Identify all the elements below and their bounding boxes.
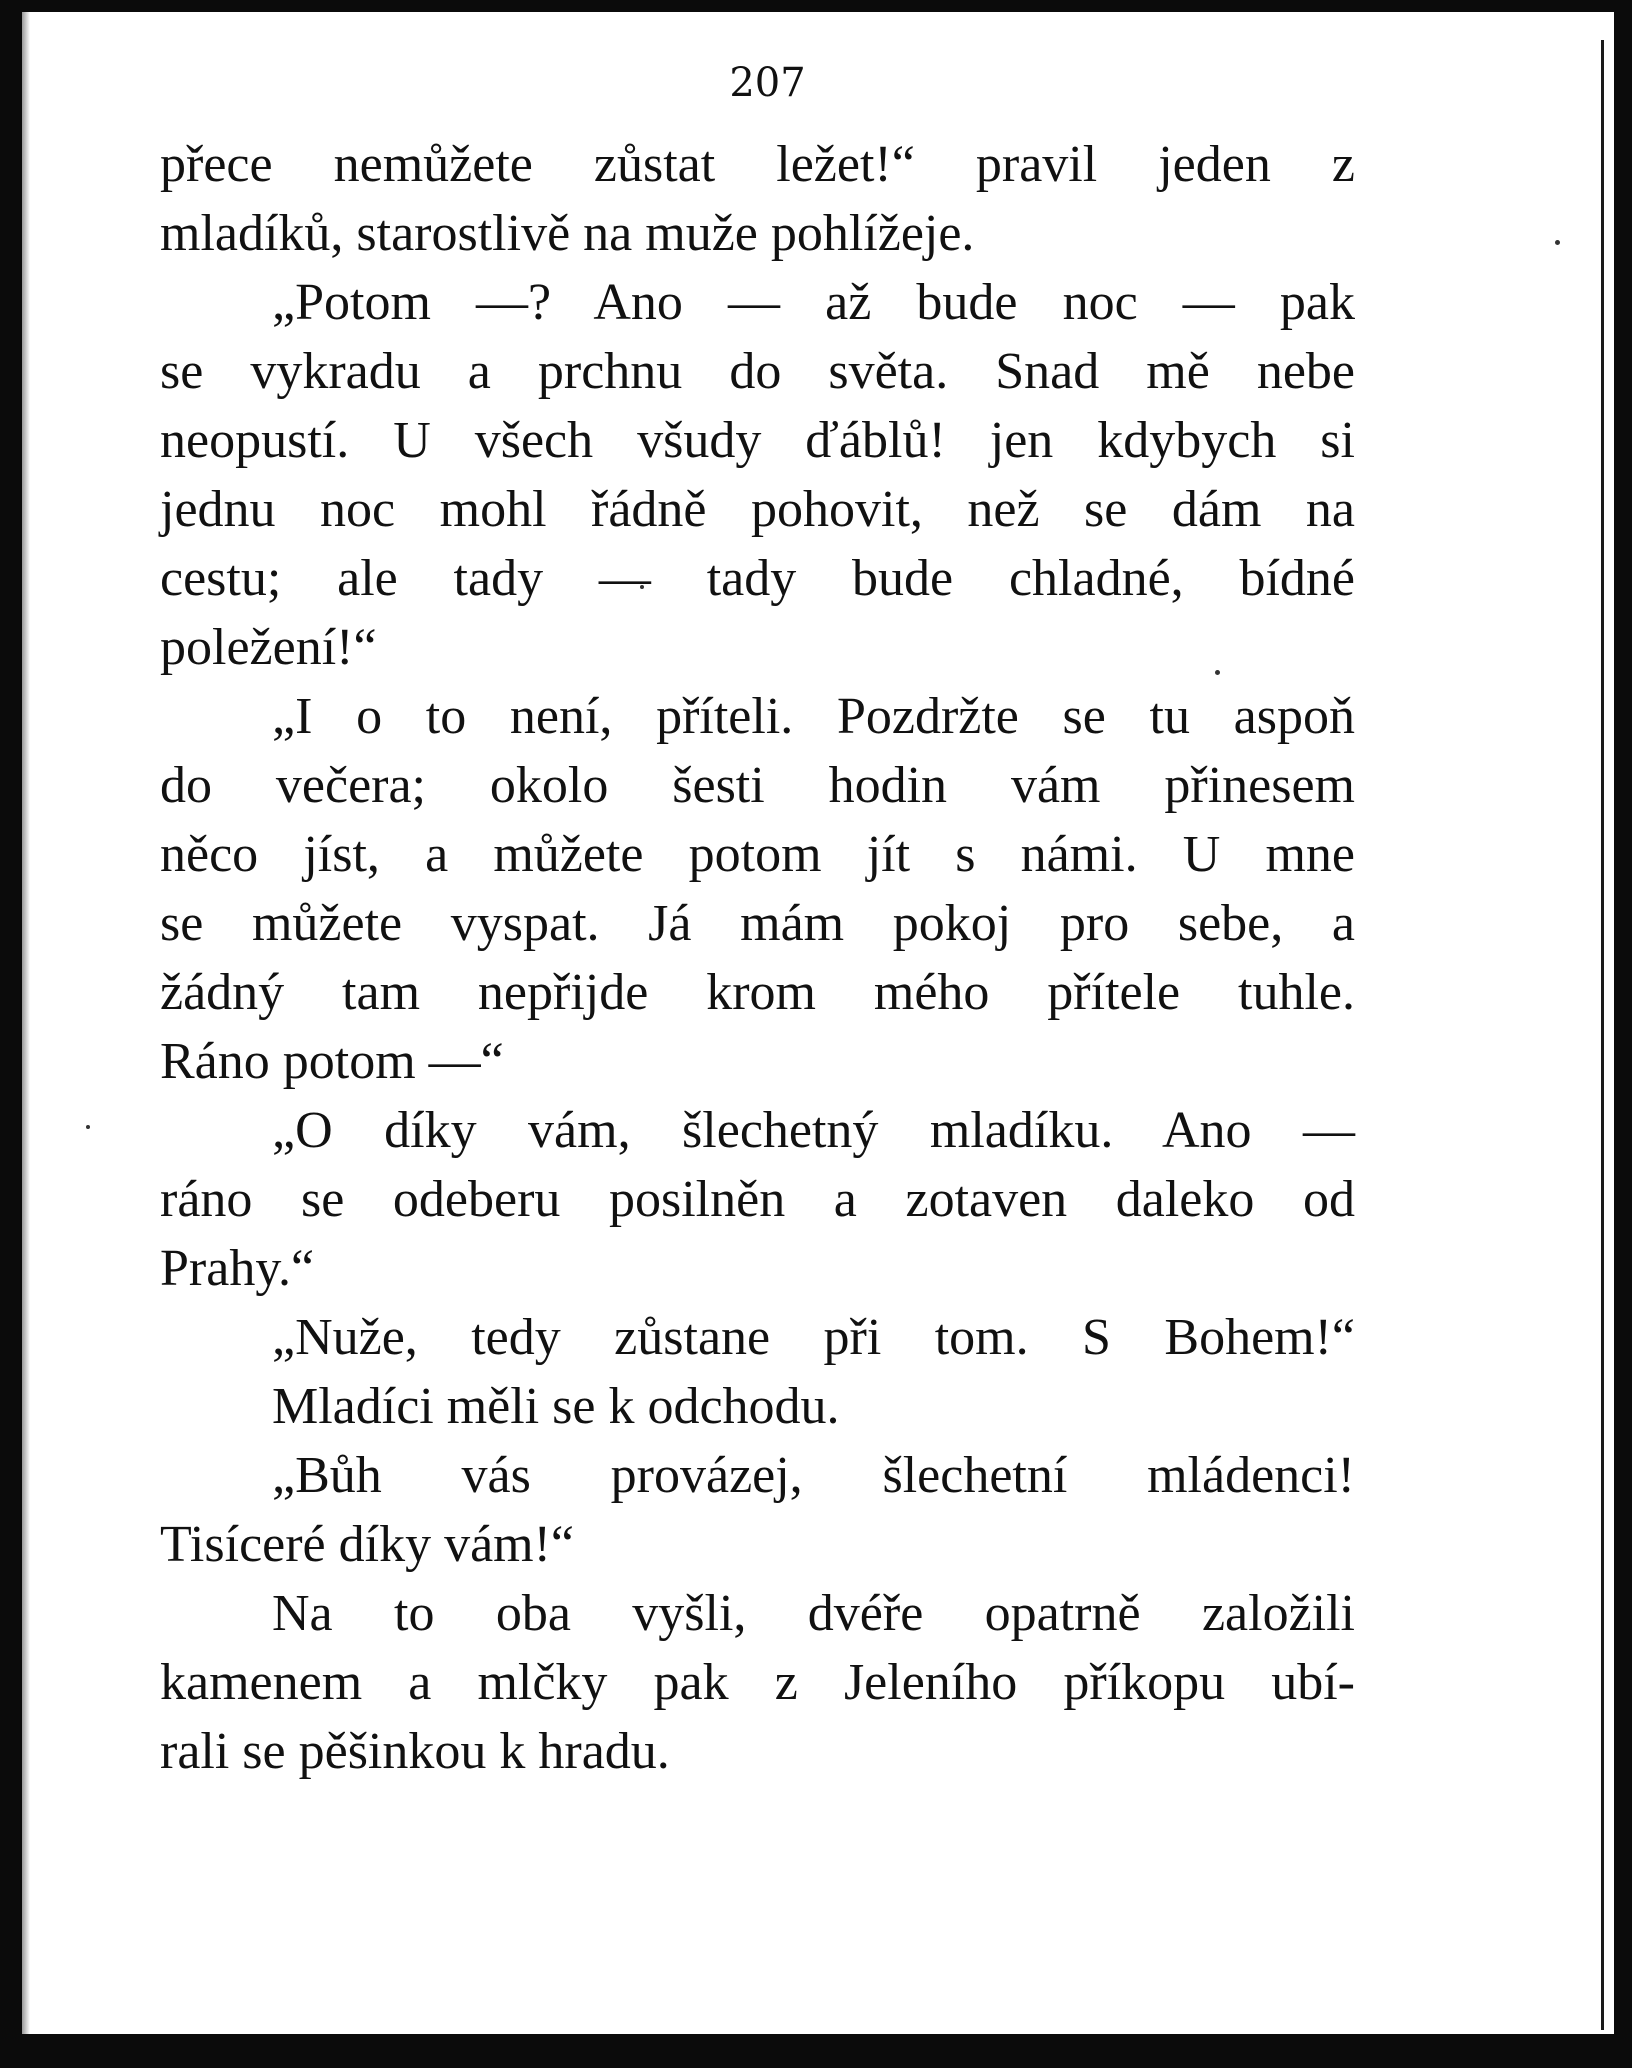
text-line: „Bůh vás provázej, šlechetní mládenci!	[272, 1447, 1355, 1504]
text-line: Na to oba vyšli, dvéře opatrně založili	[272, 1585, 1355, 1642]
book-page	[160, 60, 1355, 1786]
text-line: jednu noc mohl řádně pohovit, než se dám na	[160, 481, 1355, 538]
text-line: neopustí. U všech všudy ďáblů! jen kdybych si	[160, 412, 1355, 469]
text-line: Prahy.“	[160, 1240, 315, 1297]
text-line: žádný tam nepřijde krom mého přítele tuhle.	[160, 964, 1355, 1021]
text-line: se vykradu a prchnu do světa. Snad mě nebe	[160, 343, 1355, 400]
text-line: „Nuže, tedy zůstane při tom. S Bohem!“	[272, 1309, 1355, 1366]
scan-border-top	[0, 0, 1632, 12]
text-line: cestu; ale tady — tady bude chladné, bídné	[160, 550, 1355, 607]
text-line: něco jíst, a můžete potom jít s námi. U mne	[160, 826, 1355, 883]
text-line: „O díky vám, šlechetný mladíku. Ano —	[272, 1102, 1355, 1159]
text-line: přece nemůžete zůstat ležet!“ pravil jeden z	[160, 136, 1355, 193]
body-text	[160, 130, 1355, 1786]
text-line: Ráno potom —“	[160, 1033, 504, 1090]
scan-speck	[86, 1125, 90, 1129]
text-line: se můžete vyspat. Já mám pokoj pro sebe, a	[160, 895, 1355, 952]
text-line: poležení!“	[160, 619, 377, 676]
text-line: „Potom —? Ano — až bude noc — pak	[272, 274, 1355, 331]
scan-border-bottom	[0, 2034, 1632, 2068]
text-line: Tisíceré díky vám!“	[160, 1516, 574, 1573]
page-edge-shade	[22, 12, 30, 2034]
page-number: 207	[729, 60, 806, 106]
scan-border-left	[0, 0, 22, 2068]
scan-speck	[1555, 240, 1560, 245]
text-line: rali se pěšinkou k hradu.	[160, 1723, 670, 1780]
text-line: kamenem a mlčky pak z Jeleního příkopu ubí-	[160, 1654, 1355, 1711]
text-line: „I o to není, příteli. Pozdržte se tu aspoň	[272, 688, 1355, 745]
text-line: ráno se odeberu posilněn a zotaven daleko od	[160, 1171, 1355, 1228]
text-line: do večera; okolo šesti hodin vám přinesem	[160, 757, 1355, 814]
text-line: mladíků, starostlivě na muže pohlížeje.	[160, 205, 975, 262]
page-edge-line	[1601, 40, 1604, 2030]
text-line: Mladíci měli se k odchodu.	[272, 1378, 840, 1435]
scan-border-right	[1614, 0, 1632, 2068]
